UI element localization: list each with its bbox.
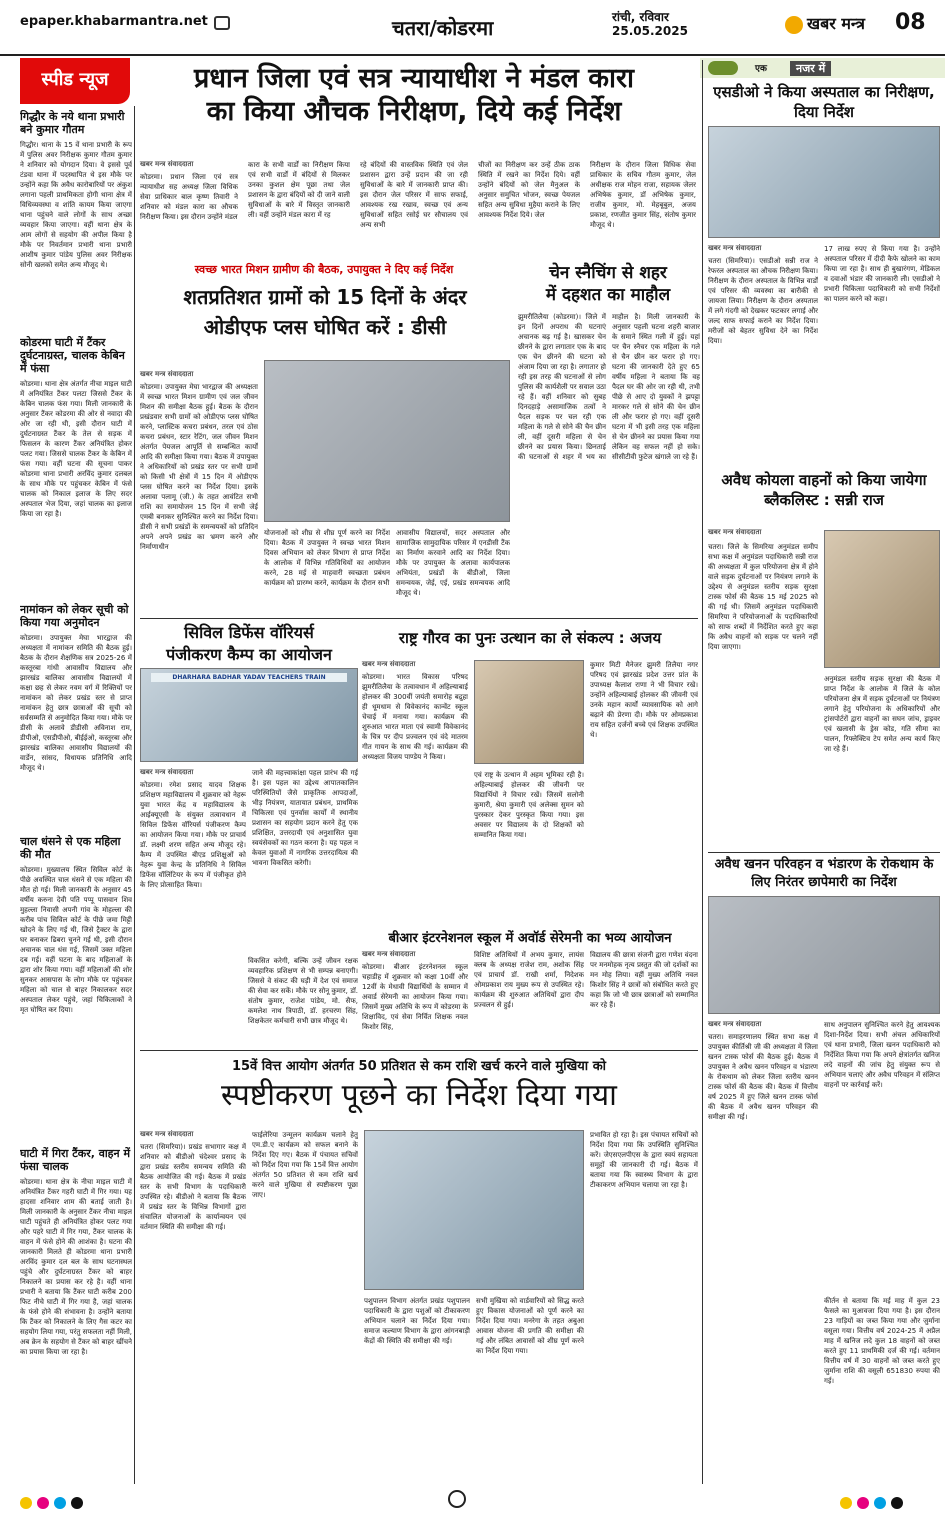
chain-headline-line1: चेन स्नैचिंग से शहर: [549, 263, 667, 283]
mining-meeting-photo: [708, 896, 940, 1014]
br-col-3: विद्यालय की छात्रा संजनी द्वारा गणेश वंदना पर मनमोहक नृत्य प्रस्तुत की जो दर्शकों का मन मोह लिया। वहीं मुख्य अतिथि नवल किशोर सिंह ने छात्रों को संबोधित करते हुए कहा कि जो भी छात्र छात्राओं को सम्मानित कर रहे हैं।: [590, 951, 698, 1009]
finance-col-1: चतरा (सिमरिया)। प्रखंड सभागार कक्ष में शनिवार को बीडीओ चंदेश्वर प्रसाद के द्वारा प्रखंड स्तरीय समन्वय समिति की बैठक आयोजित की गई। बैठक में प्रखंड स्तर के सभी विभाग के पदाधिकारी उपस्थित रहे। बीडीओ ने बताया कि बैठक में प्रखंड स्तर के विभिन्न विभागों द्वारा संचालित योजनाओं के कार्यान्वयन एवं वर्तमान स्थिति की समीक्षा की गई।: [140, 1143, 246, 1231]
award-photo: [474, 660, 584, 764]
rashtra-col-1: कोडरमा। भारत विकास परिषद झुमरीतिलैया के तत्वावधान में अहिल्याबाई होलकर की 300वीं जयंती समारोह बद्रुहा ही धूमधाम से विवेकानंद कान्वेंट स्कूल चेचाई में मनाया गया। कार्यक्रम की शुरुआत भारत माता एवं स्वामी विवेकानंद के चित्र पर दीप प्रज्वलन एवं वंदे मातरम गीत गायन के साथ की गई। कार्यक्रम की अध्यक्षता विजय पाण्डेय ने किया।: [362, 673, 468, 761]
br-col-1: कोडरमा। बीआर इंटरनेशनल स्कूल चहाडीह में शुक्रवार को कक्षा 10वीं और 12वीं के मेधावी विद्यार्थियों के सम्मान में अवार्ड सेरेमनी का आयोजन किया गया। जिसमें मुख्य अतिथि के रूप में कोडरमा के शिक्षाविद, एवं सेवा निर्वित शिक्षक नवल किशोर सिंह,: [362, 963, 468, 1031]
left-story-title: गिद्धौर के नये थाना प्रभारी बने कुमार गौतम: [20, 110, 125, 136]
color-dot: [71, 1497, 83, 1509]
odf-col-3: आवासीय विद्यालयों, सदर अस्पताल और सामाजिक सामुदायिक परिसर में एनडीसी टैंक का निर्माण करवाने आदि का निर्देश दिया। मौके पर उपायुक्त के अलावा कार्यपालक अभियंता, प्रखंडों के बीडीओ, जिला समन्वयक, जेई, एई, प्रखंड समन्वयक आदि मौजूद थे।: [396, 529, 510, 597]
logo-text: खबर मन्त्र: [807, 14, 865, 33]
finance-col-5: प्रभावित हो रहा है। इस पंचायत सचिवों को निर्देश दिया गया कि उपस्थिति सुनिश्चित करें। जेएसएलपीएस के द्वारा स्वयं सहायता समूहों की जानकारी दी गई। बैठक में बताया गया कि स्वास्थ्य विभाग के द्वारा टीकाकरण अभियान चलाया जा रहा है।: [590, 1131, 698, 1189]
lead-headline-line2: का किया औचक निरीक्षण, दिये कई निर्देश: [206, 96, 622, 127]
truck-photo: [824, 530, 940, 668]
meeting-photo: [264, 360, 510, 522]
lead-headline: [140, 62, 688, 128]
section-title: चतरा/कोडरमा: [392, 16, 494, 40]
byline: खबर मन्त्र संवाददाता: [708, 1020, 762, 1028]
group-banner: DHARHARA BADHAR YADAV TEACHERS TRAIN: [151, 673, 347, 682]
speed-news-badge: स्पीड न्यूज: [20, 58, 130, 104]
odf-kicker: स्वच्छ भारत मिशन ग्रामीण की बैठक, उपायुक्त ने दिए कई निर्देश: [194, 263, 454, 276]
br-headline: बीआर इंटरनेशनल स्कूल में अवॉर्ड सेरेमनी का भव्य आयोजन: [388, 931, 672, 946]
city-day: रांची, रविवार: [612, 10, 669, 24]
left-story-body: कोडरमा। मुख्यालय स्थित सिविल कोर्ट के पीछे अवस्थित चाल धंसने से एक महिला की मौत हो गई। मिली जानकारी के अनुसार 45 वर्षीय करुना देवी पति पप्पू पासवान शिव मुहल्ला निवासी अपनी गांव के मोहल्ला की करीब पांच सिविल कोर्ट के पीछे जमा मिट्टी खोदने के लिए गई थी, जिसे ट्रैक्टर के द्वारा घर बनाकर ढिबरा चुनने गई थी, इसी दौरान अचानक चाल धंस गई, जिसमें उक्त महिला दब गई। वहीं घटना के बाद महिलाओं के द्वारा शोर किया गया। वहीं महिलाओं की शोर सुनकर आसपास के लोग मौके पर पहुंचकर महिला को चाल से बाहर निकालकर सदर अस्पताल लेकर पहुंचे, जहां चिकित्सकों ने मृत घोषित कर दिया।: [20, 866, 132, 1014]
site-url[interactable]: epaper.khabarmantra.net: [20, 14, 208, 29]
print-registration-bar: [0, 1486, 945, 1517]
finance-headline: स्पष्टीकरण पूछने का निर्देश दिया गया: [221, 1078, 617, 1113]
chain-headline-line2: में दहशत का माहौल: [545, 285, 671, 305]
left-story-title: कोडरमा घाटी में टैंकर दुर्घटनाग्रस्त, चालक केबिन में फंसा: [20, 336, 125, 375]
logo-mark-icon: [785, 16, 803, 34]
finance-kicker: 15वें वित्त आयोग अंतर्गत 50 प्रतिशत से कम राशि खर्च करने वाले मुखिया को: [231, 1059, 607, 1074]
color-dot: [20, 1497, 32, 1509]
vehicle-col-1: चतरा। समाहरणालय स्थित सभा कक्ष में उपायुक्त कीर्तिश्री जी की अध्यक्षता में जिला खनन टास्क फोर्स की बैठक हुई। बैठक में उपायुक्त ने अवैध खनन परिवहन व भंडारण के रोकथाम को लेकर जिला स्तरीय खनन टास्क फोर्स की बैठक की। बैठक में वित्तीय वर्ष 2025 में हुए जिले खनन टास्क फोर्स की बैठक में अवैध खनन परिवहन की समीक्षा की गई।: [708, 1033, 818, 1121]
sdo-col-1: चतरा (सिमरिया)। एसडीओ सन्नी राज ने रेफरल अस्पताल का औचक निरीक्षण किया। निरीक्षण के दौरान अस्पताल के विभिन्न वार्डों एवं परिसर की व्यवस्था का बारीकी से जायजा लिया। निरीक्षण के दौरान अस्पताल में लगे गंदगी को देखकर फटकार लगाई और जल्द साफ सफाई कराने का निर्देश दिया। मरीजों को बेहतर सुविधा देने का निर्देश दिया।: [708, 257, 818, 345]
color-dots-right: [840, 1494, 903, 1513]
left-story-body: कोडरमा। उपायुक्त मेघा भारद्वाज की अध्यक्षता में नामांकन समिति की बैठक हुई। बैठक के दौरान शैक्षणिक सत्र 2025-26 में कस्तूरबा गांधी आवासीय विद्यालय और झारखंड बालिका आवासीय विद्यालयों में कक्षा छह से लेकर नवम वर्ग में रिक्तियों पर नामांकन को लेकर प्रखंड स्तर से प्राप्त नामांकन हेतु छात्र छात्राओं की सूची को सर्वसम्मति से अनुमोदित किया गया। मौके पर डीसी के अलावे डीडीसी अविनाश राम, डीपीओ, एसडीपीओ, बीईईओ, कस्तूरबा और झारखंड बालिका आवासीय विद्यालयों की वार्डेन, सांसद, विधायक प्रतिनिधि आदि मौजूद थे।: [20, 634, 132, 772]
odf-headline-line2: ओडीएफ प्लस घोषित करें : डीसी: [203, 315, 447, 339]
ek-label: एक: [755, 64, 767, 74]
byline: खबर मन्त्र संवाददाता: [362, 660, 416, 668]
coal-col-2: अनुमंडल स्तरीय सड़क सुरक्षा की बैठक में प्राप्त निर्देश के आलोक में जिले के कोल परियोजना क्षेत्र में सड़क दुर्घटनाओं पर नियंत्रण लगाने हेतु परियोजना के अधिकारियों और ट्रांसपोर्टरों द्वारा वाहनों का सघन जांच, ड्राइवर एवं खलासी के ड्रेस कोड, गति सीमा का पालन, रिफ्लेक्टिव टेप समेत अन्य कार्य किए जा रहे हैं।: [824, 675, 940, 753]
column-divider: [702, 60, 703, 1484]
odf-col-2: योजनाओं को शीघ्र से शीघ्र पूर्ण करने का निर्देश दिया। बैठक में उपायुक्त ने स्वच्छ भारत मिशन दिवस अभियान को लेकर विभाग से प्राप्त निर्देश के आलोक में विभिन्न गतिविधियों का आयोजन करने, 28 मई से माहवारी स्वच्छता प्रबंधन कार्यक्रम को प्रारम्भ करने, कार्यक्रम के दौरान सभी: [264, 529, 390, 587]
vehicle-headline: अवैध खनन परिवहन व भंडारण के रोकथाम के लिए निरंतर छापेमारी का निर्देश: [714, 857, 934, 890]
rashtra-headline: राष्ट्र गौरव का पुनः उत्थान का ले संकल्प : अजय: [398, 629, 662, 647]
ek-nazar-strip: [700, 58, 945, 78]
vehicle-col-3: कीर्तन से बताया कि मई माह में कुल 23 फैसले का मुआवजा दिया गया है। इस दौरान 23 गाड़ियों का जब्त किया गया और जुर्माना वसूला गया। वित्तीय वर्ष 2024-25 में अप्रैल माह में खनिज लदे कुल 18 वाहनों को जब्त करते हुए 11 प्राथमिकी दर्ज की गई। वर्तमान वित्तीय वर्ष में 30 वाहनों को जब्त करते हुए जुर्माना राशि की वसूली 651830 रुपया की गई।: [824, 1297, 940, 1385]
left-story-title: नामांकन को लेकर सूची को किया गया अनुमोदन: [20, 603, 129, 629]
lead-col-1: कोडरमा। प्रधान जिला एवं सत्र न्यायाधीश सह अध्यक्ष जिला विधिक सेवा प्राधिकार बाल कृष्ण तिवारी ने शनिवार को मंडल कारा का औचक निरीक्षण किया। इस दौरान उन्होंने मंडल: [140, 173, 238, 221]
byline: खबर मन्त्र संवाददाता: [140, 370, 194, 378]
civil-headline-line1: सिविल डिफेंस वॉरियर्स: [184, 623, 314, 642]
masthead: [0, 0, 945, 56]
civil-col-3: विकसित करेगी, बल्कि उन्हें जीवन रक्षक व्यवहारिक प्रशिक्षण से भी सम्पन्न बनाएगी। जिससे वे संकट की घड़ी में देश एवं समाज की सेवा कर सकें। मौके पर सोनू कुमार, डॉ. संतोष कुमार, राजेश पांडेय, मो. सैफ, कमलेश नाथ त्रिपाठी, डॉ. हरचरण सिंह, शिक्षकेतर कर्मचारी सभी छात्र मौजूद थे।: [248, 957, 358, 1025]
byline: खबर मन्त्र संवाददाता: [362, 950, 416, 958]
sdo-col-2: 17 लाख रुपए से किया गया है। उन्होंने अस्पताल परिसर में दीदी कैफे खोलने का काम किया जा रहा है। साथ ही बुखारंगण, मेडिकल व दवाओं भंडार की जानकारी ली। एसडीओ ने प्रभारी चिकित्सा पदाधिकारी को सभी निर्देशों का पालन करने को कहा।: [824, 245, 940, 303]
column-divider: [134, 106, 135, 1484]
hospital-photo: [708, 126, 940, 238]
byline: खबर मन्त्र संवाददाता: [140, 1130, 194, 1138]
ek-nazar-icon: [708, 61, 738, 75]
sdo-headline: एसडीओ ने किया अस्पताल का निरीक्षण, दिया निर्देश: [713, 83, 935, 121]
block-meeting-photo: [364, 1130, 584, 1290]
left-story-body: कोडरमा। थाना क्षेत्र के नीचा माइल घाटी में अनियंत्रित टैंकर गहरी घाटी में गिर गया। यह हादसा शनिवार शाम की बताई जाती है। मिली जानकारी के अनुसार टैंकर नीचा माइल घाटी पहुंचते ही अनियंत्रित होकर पलट गया और पहरे घाटी में गिर गया, टैंकर चालक के वाहन में फंसे होने की आशंका है। घटना की जानकारी मिलते ही कोडरमा थाना प्रभारी अरविंद कुमार दल बल के साथ घटनास्थल पहुंचे और दुर्घटनाग्रस्त टैंकर को बाहर निकालने का प्रयास कर रहे है। वहीं थाना प्रभारी ने बताया कि टैंकर घाटी करीब 200 फिट नीचे घाटी में गिर गया है, जहां चालक के फंसे होने की संभावना है। उन्होंने बताया कि टैंकर को निकालने के लिए गैस कटर का सहयोग लिया गया, परंतु सफलता नहीं मिली, अब क्रेन के सहयोग से टैंकर को बाहर खींचने का प्रयास किया जा रहा है।: [20, 1178, 132, 1356]
finance-col-4: सभी मुखिया को वार्डवारियों को सिद्ध करते हुए विकास योजनाओं को पूर्ण करने का निर्देश दिया गया। मनरेगा के तहत अबुआ आवास योजना की प्रगति की समीक्षा की गई और लंबित आवासों को शीघ्र पूर्ण करने का निर्देश दिया गया।: [476, 1297, 584, 1355]
lead-col-4: चीजों का निरीक्षण कर उन्हें ठीक ठाक स्थिति में रखने का निर्देश दिये। वहीं उन्होंने बंदियों को जेल मैनुअल के अनुसार समुचित भोजन, स्वच्छ पेयजल सहित अन्य सुविधा मुहैया कराने के लिए आवश्यक निर्देश दिये। जेल: [478, 161, 580, 219]
lead-headline-line1: प्रधान जिला एवं सत्र न्यायाधीश ने मंडल कारा: [193, 63, 635, 94]
left-news-column: [20, 110, 132, 1480]
vehicle-col-2: साथ अनुपालन सुनिश्चित करने हेतु आवश्यक दिशा-निर्देश दिया। सभी अंचल अधिकारियों एवं थाना प्रभारी, जिला खनन पदाधिकारी को निर्देशित किया गया कि अपने क्षेत्रांतर्गत खनिज लदे वाहनों की जांच हेतु संयुक्त रूप से अभियान चलाएं और अवैध परिवहन में संलिप्त वाहनों पर कार्रवाई करें।: [824, 1021, 940, 1089]
group-photo: [140, 668, 358, 762]
coal-col-1: चतरा। जिले के सिमरिया अनुमंडल समीप सभा कक्ष में अनुमंडल पदाधिकारी सन्नी राज की अध्यक्षता में कुल परियोजना क्षेत्र में होने वाले सड़क दुर्घटनाओं पर नियंत्रण लगाने के उद्देश्य से अनुमंडल स्तरीय सड़क सुरक्षा टास्क फोर्स की बैठक 15 मई 2025 को की गई थी। जिसमें अनुमंडल पदाधिकारी सिमरिया ने परियोजनाओं के पदाधिकारियों को साफ शब्दों में निर्देशित करते हुए कहा कि अवैध वाहनों को सड़क पर चलने नहीं दिया जाएगा।: [708, 543, 818, 651]
issue-date: [612, 10, 688, 38]
row-divider: [140, 1050, 698, 1051]
left-story-title: घाटी में गिरा टैंकर, वाहन में फंसा चालक: [20, 1147, 131, 1173]
color-dot: [840, 1497, 852, 1509]
byline: खबर मन्त्र संवाददाता: [140, 160, 194, 168]
page-number: 08: [895, 10, 926, 35]
left-story-body: गिद्धौर। थाना के 15 वें थाना प्रभारी के रूप में पुलिस अवर निरीक्षक कुमार गौतम कुमार ने शनिवार को योगदान दिया। वे इससे पूर्व टंडवा थाना में पदस्थापित थे इस मौके पर उन्होंने कहा कि अवैध कारोबारियों पर अंकुश लगाना पहली प्राथमिकता होगी थाना क्षेत्र में विधिव्यवस्था व शांति कायम किया जाएगा थाना पहुंचने वाले लोगों के साथ अच्छा व्यवहार किया जाएगा। वहीं थाना क्षेत्र के आम लोगों से सहयोग की अपील किया है मौके पर निवर्तमान प्रभारी थाना प्रभारी आशीष कुमार पांडेय पुलिस अवर निरीक्षक सोनी खलको समेत अन्य मौजूद थे।: [20, 141, 132, 269]
left-story-body: कोडरमा। थाना क्षेत्र अंतर्गत नीचा माइल घाटी में अनियंत्रित टैंकर पलटा जिससे टैंकर के केबिन चालक फंस गया। मिली जानकारी के अनुसार टैंकर कोडरमा की ओर से नवादा की ओर जा रही थी, इसी दौरान घाटी में दुर्घटनाग्रस्त टैंकर के तेल से सड़क में फिसलन के कारण टैंकर अनियंत्रित होकर पलट गया। जिससे चालक टैंकर के केबिन में फंस गया। वहीं घटना की सूचना पाकर कोडरमा थाना प्रभारी अरविंद कुमार दलबल के साथ मौके पर पहुंचकर केबिन में फंसे चालक को निकाल इलाज के लिए सदर अस्पताल भेज दिया, जहां चालक का इलाज किया जा रहा है।: [20, 380, 132, 518]
byline: खबर मन्त्र संवाददाता: [708, 244, 762, 252]
lead-col-2: कारा के सभी वार्डों का निरीक्षण किया एवं सभी वार्डों में बंदियों से मिलकर उनका कुशल क्षेम पूछा तथा जेल प्रशासन के द्वारा बंदियों को दी जाने वाली सुविधाओं के बारे में विस्तृत जानकारी ली। वहीं उन्होंने मंडल कारा में रह: [248, 161, 350, 219]
nazar-label: नजर में: [790, 61, 831, 76]
br-col-2: विशिष्ट अतिथियों में अभय कुमार, लायंस क्लब के अध्यक्ष राजेश राम, अशोक सिंह एवं प्राचार्य डॉ. राखी शर्मा, निदेशक ओमप्रकाश राय मुख्य रूप से उपस्थित रहे। कार्यक्रम की शुरुआत अतिथियों द्वारा दीप प्रज्वलन से हुई।: [474, 951, 584, 1009]
chain-body: झुमरीतिलैया (कोडरमा)। जिले में इन दिनों अपराध की घटनाएं अचानक बढ़ गई है। खासकर चेन छीनने के द्वारा लगातार एक के बाद एक चेन छीनने की घटना को अंजाम दिया जा रहा है। लगातार हो रही इस तरह की घटनाओं से लोग पुलिस की कार्यशैली पर सवाल उठा रहे हैं। वहीं शनिवार को सुबह दिनदहाड़े असामाजिक तत्वों ने पैदल सड़क पर चल रही एक महिला के गले से सोने की चैन छीन ली, वहीं दूसरी महिला से चेन छीनने का प्रयास किया। छिनताई की घटनाओं से शहर में भय का माहौल है। मिली जानकारी के अनुसार पहली घटना शहरी बाजार के समाने स्थित गली में हुई। यहां पर चैन स्नैचर एक महिला के गले से चैन छीन कर फरार हो गए। घटना की जानकारी देते हुए 65 वर्षीय महिला ने बताया कि वह पैदल घर की ओर जा रही थी, तभी पीछे से आए दो युवकों ने झपट्टा मारकर गले से सोने की चेन छीन ली और फरार हो गए। वहीं दूसरी घटना में भी इसी तरह एक महिला से चेन छीनने का प्रयास किया गया लेकिन वह सफल नहीं हो सके। सीसीटीवी फुटेज खंगाले जा रहे हैं।: [518, 313, 700, 461]
byline: खबर मन्त्र संवाददाता: [140, 768, 194, 776]
lead-col-3: रहे बंदियों की वास्तविक स्थिति एवं जेल प्रशासन द्वारा उन्हें प्रदान की जा रही सुविधाओं के बारे में जानकारी प्राप्त की। इस दौरान जेल परिसर में साफ सफाई, आवश्यक रख रखाव, स्वच्छ एवं अन्य सुविधाओं सहित रसोई घर सौचालय एवं अन्य सभी: [360, 161, 468, 229]
finance-col-2: फाईलेरिया उन्मूलन कार्यक्रम चलाने हेतु एम.डी.ए कार्यक्रम को सफल बनाने के निर्देश दिए गए। बैठक में पंचायत सचिवों को निर्देश दिया गया कि 15वें वित्त आयोग अंतर्गत 50 प्रतिशत से कम राशि खर्च करने वाले मुखिया से स्पष्टीकरण पूछा जाए।: [252, 1131, 358, 1199]
registration-mark-icon: [448, 1490, 466, 1508]
color-dot: [874, 1497, 886, 1509]
odf-headline-line1: शतप्रतिशत ग्रामों को 15 दिनों के अंदर: [183, 285, 467, 309]
color-dot: [857, 1497, 869, 1509]
civil-col-2: जाने की महत्त्वाकांक्षा पहल प्रारंभ की गई है। इस पहल का उद्देश्य आपातकालिन परिस्थितियों जैसे प्राकृतिक आपदाओं, भीड़ नियंत्रण, यातायात प्रबंधन, प्राथमिक चिकित्सा एवं पुनर्वास कार्यों में स्थानीय प्रशासन का सहयोग प्रदान करने हेतु एक प्रशिक्षित, उत्तरदायी एवं अनुशासित युवा स्वयंसेवकों का गठन करना है। यह पहल न केवल युवाओं में नागरिक उत्तरदायित्व की भावना विकसित करेगी।: [252, 769, 358, 867]
color-dot: [54, 1497, 66, 1509]
hand-pointer-icon: [214, 16, 230, 30]
civil-col-1: कोडरमा। रमेश प्रसाद यादव शिक्षक प्रशिक्षण महाविद्यालय में शुक्रवार को नेहरू युवा भारत केंद्र व महाविद्यालय के आईक्यूएसी के संयुक्त तत्वावधान में सिविल डिफेंस वॉरियर्स पंजीकरण कैम्प का आयोजन किया गया। मौके पर प्राचार्य डॉ. लक्ष्मी शरण सहित अन्य मौजूद रहे। कैम्प में उपस्थित बीएड प्रशिक्षुओं को नेहरू युवा केन्द्र के प्रतिनिधि ने सिविल डिफेंस वॉलिंटियर के रूप में पंजीकृत होने के लिए प्रोत्साहित किया।: [140, 781, 246, 889]
coal-headline: अवैध कोयला वाहनों को किया जायेगा ब्लैकलिस्ट : सन्नी राज: [721, 471, 927, 509]
odf-headline: [140, 282, 510, 342]
odf-col-1: कोडरमा। उपायुक्त मेघा भारद्वाज की अध्यक्षता में स्वच्छ भारत मिशन ग्रामीण एवं जल जीवन मिशन की समीक्षा बैठक हुई। बैठक के दौरान प्रखंडवार सभी ग्रामों को ओडीएफ प्लस घोषित करने, प्लास्टिक कचरा प्रबंधन, तरल एवं ठोस कचरा प्रबंधन, स्टार रेटिंग, जल जीवन मिशन अंतर्गत पेयजल आपूर्ति से सम्बन्धित कार्यों आदि की समीक्षा किया गया। बैठक में उपायुक्त ने अधिकारियों को प्रखंड स्तर पर सभी ग्रामों को किसी भी क्षेत्रों में 15 दिन में ओडीएफ प्लस घोषित करने का निर्देश दिया। इसके अलावा पलामू (जी.) के तहत आवंटित सभी राशि का समायोजन 15 दिन में सभी जेई एमबी बनाकर सुनिश्चित करने का निर्देश दिया। डीसी ने सभी प्रखंडों के समन्वयकों को प्रतिदिन अपने अपने प्रखंड का भ्रमण करने और निर्माणाधीन: [140, 383, 258, 551]
civil-headline-line2: पंजीकरण कैम्प का आयोजन: [166, 645, 332, 664]
civil-headline: [140, 622, 358, 666]
row-divider: [708, 852, 940, 853]
color-dots-left: [20, 1494, 83, 1513]
left-story-title: चाल धंसने से एक महिला की मौत: [20, 835, 121, 861]
color-dot: [37, 1497, 49, 1509]
finance-col-3: पशुपालन विभाग अंतर्गत प्रखंड पशुपालन पदाधिकारी के द्वारा पशुओं को टीकाकरण अभियान चलाने का निर्देश दिया गया। समाज कल्याण विभाग के द्वारा आंगनबाड़ी केंद्रों की स्थिति की समीक्षा की गई।: [364, 1297, 470, 1345]
color-dot: [891, 1497, 903, 1509]
date-value: 25.05.2025: [612, 24, 688, 38]
brand-logo: [785, 12, 865, 34]
row-divider: [140, 618, 698, 619]
lead-col-5: निरीक्षण के दौरान जिला विधिक सेवा प्राधिकार के सचिव गौतम कुमार, जेल अधीक्षक राज मोहन राजा, सहायक जेलर अभिषेक कुमार, डॉ अभिषेक कुमार, राजीव कुमार, मो. मेहबूबुल, अजय प्रकाश, रणजीत कुमार सिंह, संतोष कुमार मौजूद थे।: [590, 161, 696, 229]
byline: खबर मन्त्र संवाददाता: [708, 528, 762, 536]
rashtra-col-2: एवं राष्ट्र के उत्थान में अहम भूमिका रही है। अहिल्याबाई होलकर की जीवनी पर विद्यार्थियों ने विचार रखें। जिसमें सलोनी कुमारी, श्रेया कुमारी एवं अलेक्स सुमन को पुरस्कार देकर पुरस्कृत किया गया। इस अवसर पर विद्यालय के दो शिक्षकों को सम्मानित किया गया।: [474, 771, 584, 839]
chain-headline: [518, 262, 698, 306]
rashtra-col-3: कुमार मिटी मैनेजर झुमरी तिलैया नगर परिषद एवं झारखंड प्रदेश उत्तर प्रांत के उपाध्यक्ष कैलाश राणा ने भी विचार रखे। उन्होंने अहिल्याबाई होलकर की जीवनी एवं उनके महान कार्यों व्यावसायिक को आगे बढ़ाने की प्रेरणा दी। मौके पर ओमप्रकाश राय सहित दर्जनों बच्चे एवं शिक्षक उपस्थित थे।: [590, 661, 698, 739]
